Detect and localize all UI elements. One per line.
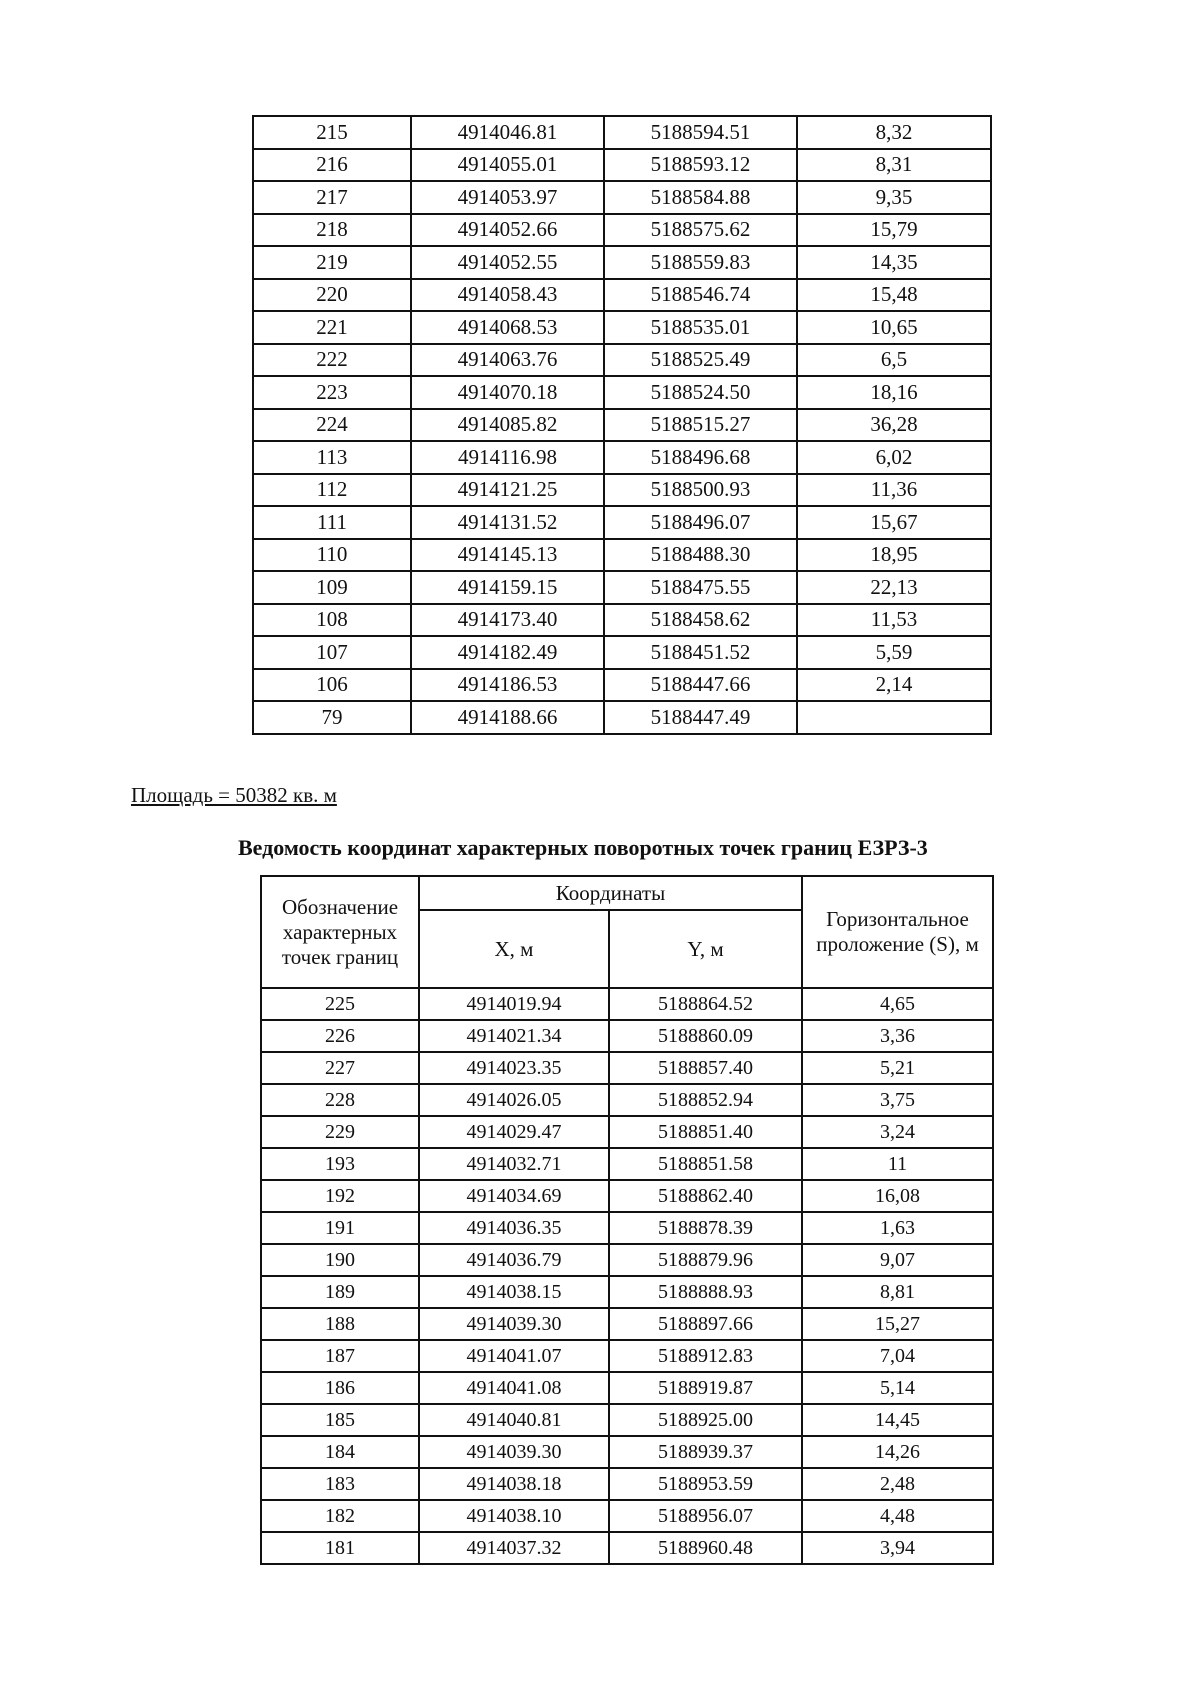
point-id-cell: 188 xyxy=(261,1308,419,1340)
x-coordinate-cell: 4914070.18 xyxy=(411,376,604,409)
y-coordinate-cell: 5188960.48 xyxy=(609,1532,802,1564)
x-coordinate-cell: 4914041.07 xyxy=(419,1340,609,1372)
distance-cell: 5,14 xyxy=(802,1372,993,1404)
point-id-cell: 193 xyxy=(261,1148,419,1180)
y-coordinate-cell: 5188458.62 xyxy=(604,604,797,637)
x-coordinate-cell: 4914173.40 xyxy=(411,604,604,637)
header-y: Y, м xyxy=(609,910,802,988)
point-id-cell: 189 xyxy=(261,1276,419,1308)
y-coordinate-cell: 5188939.37 xyxy=(609,1436,802,1468)
table-row xyxy=(261,1244,993,1276)
table-row xyxy=(261,1052,993,1084)
distance-cell: 16,08 xyxy=(802,1180,993,1212)
table-row xyxy=(253,474,991,507)
section-title: Ведомость координат характерных поворотных точек границ ЕЗРЗ-3 xyxy=(238,835,928,860)
table-row xyxy=(261,1308,993,1340)
distance-cell: 15,27 xyxy=(802,1308,993,1340)
distance-cell: 4,48 xyxy=(802,1500,993,1532)
distance-cell: 15,79 xyxy=(797,214,991,247)
table-row xyxy=(261,1404,993,1436)
point-id-cell: 113 xyxy=(253,441,411,474)
table-row xyxy=(253,571,991,604)
y-coordinate-cell: 5188496.68 xyxy=(604,441,797,474)
distance-cell: 8,32 xyxy=(797,116,991,149)
y-coordinate-cell: 5188584.88 xyxy=(604,181,797,214)
y-coordinate-cell: 5188447.66 xyxy=(604,669,797,702)
point-id-cell: 111 xyxy=(253,506,411,539)
distance-cell: 1,63 xyxy=(802,1212,993,1244)
point-id-cell: 222 xyxy=(253,344,411,377)
table-row xyxy=(253,344,991,377)
table-row xyxy=(253,701,991,734)
point-id-cell: 187 xyxy=(261,1340,419,1372)
table-row xyxy=(253,181,991,214)
x-coordinate-cell: 4914053.97 xyxy=(411,181,604,214)
x-coordinate-cell: 4914039.30 xyxy=(419,1308,609,1340)
distance-cell: 3,75 xyxy=(802,1084,993,1116)
table-row xyxy=(261,1084,993,1116)
table-row xyxy=(261,1532,993,1564)
point-id-cell: 107 xyxy=(253,636,411,669)
table-row xyxy=(261,1212,993,1244)
y-coordinate-cell: 5188925.00 xyxy=(609,1404,802,1436)
point-id-cell: 192 xyxy=(261,1180,419,1212)
distance-cell: 3,24 xyxy=(802,1116,993,1148)
coordinates-table-ezrz3-body xyxy=(261,988,993,1564)
y-coordinate-cell: 5188851.58 xyxy=(609,1148,802,1180)
distance-cell: 11,53 xyxy=(797,604,991,637)
distance-cell: 4,65 xyxy=(802,988,993,1020)
distance-cell: 5,21 xyxy=(802,1052,993,1084)
table-row xyxy=(253,441,991,474)
distance-cell: 11 xyxy=(802,1148,993,1180)
distance-cell: 9,35 xyxy=(797,181,991,214)
y-coordinate-cell: 5188912.83 xyxy=(609,1340,802,1372)
y-coordinate-cell: 5188559.83 xyxy=(604,246,797,279)
point-id-cell: 183 xyxy=(261,1468,419,1500)
x-coordinate-cell: 4914085.82 xyxy=(411,409,604,442)
table-row xyxy=(253,506,991,539)
point-id-cell: 110 xyxy=(253,539,411,572)
y-coordinate-cell: 5188956.07 xyxy=(609,1500,802,1532)
x-coordinate-cell: 4914021.34 xyxy=(419,1020,609,1052)
point-id-cell: 227 xyxy=(261,1052,419,1084)
x-coordinate-cell: 4914037.32 xyxy=(419,1532,609,1564)
table-row xyxy=(261,1468,993,1500)
distance-cell: 15,67 xyxy=(797,506,991,539)
x-coordinate-cell: 4914068.53 xyxy=(411,311,604,344)
table-row xyxy=(261,1340,993,1372)
point-id-cell: 220 xyxy=(253,279,411,312)
coordinates-table-continued-body xyxy=(253,116,991,734)
x-coordinate-cell: 4914041.08 xyxy=(419,1372,609,1404)
header-distance: Горизонтальное проложение (S), м xyxy=(802,876,993,988)
table-row xyxy=(253,279,991,312)
table-row xyxy=(253,311,991,344)
table-row xyxy=(261,1116,993,1148)
distance-cell: 36,28 xyxy=(797,409,991,442)
y-coordinate-cell: 5188535.01 xyxy=(604,311,797,344)
y-coordinate-cell: 5188862.40 xyxy=(609,1180,802,1212)
point-id-cell: 217 xyxy=(253,181,411,214)
x-coordinate-cell: 4914182.49 xyxy=(411,636,604,669)
table-row xyxy=(253,149,991,182)
y-coordinate-cell: 5188524.50 xyxy=(604,376,797,409)
point-id-cell: 184 xyxy=(261,1436,419,1468)
y-coordinate-cell: 5188851.40 xyxy=(609,1116,802,1148)
distance-cell: 22,13 xyxy=(797,571,991,604)
point-id-cell: 219 xyxy=(253,246,411,279)
y-coordinate-cell: 5188919.87 xyxy=(609,1372,802,1404)
y-coordinate-cell: 5188879.96 xyxy=(609,1244,802,1276)
x-coordinate-cell: 4914038.10 xyxy=(419,1500,609,1532)
table-row xyxy=(253,246,991,279)
distance-cell: 3,36 xyxy=(802,1020,993,1052)
y-coordinate-cell: 5188515.27 xyxy=(604,409,797,442)
y-coordinate-cell: 5188447.49 xyxy=(604,701,797,734)
distance-cell: 11,36 xyxy=(797,474,991,507)
distance-cell: 18,16 xyxy=(797,376,991,409)
header-coordinates: Координаты xyxy=(419,876,802,910)
y-coordinate-cell: 5188525.49 xyxy=(604,344,797,377)
point-id-cell: 181 xyxy=(261,1532,419,1564)
x-coordinate-cell: 4914046.81 xyxy=(411,116,604,149)
table-row xyxy=(261,1276,993,1308)
x-coordinate-cell: 4914052.55 xyxy=(411,246,604,279)
y-coordinate-cell: 5188860.09 xyxy=(609,1020,802,1052)
y-coordinate-cell: 5188888.93 xyxy=(609,1276,802,1308)
header-designation: Обозначение характерных точек границ xyxy=(261,876,419,988)
x-coordinate-cell: 4914188.66 xyxy=(411,701,604,734)
distance-cell: 6,02 xyxy=(797,441,991,474)
distance-cell: 3,94 xyxy=(802,1532,993,1564)
point-id-cell: 221 xyxy=(253,311,411,344)
point-id-cell: 228 xyxy=(261,1084,419,1116)
x-coordinate-cell: 4914026.05 xyxy=(419,1084,609,1116)
coordinates-table-continued xyxy=(252,115,992,735)
y-coordinate-cell: 5188475.55 xyxy=(604,571,797,604)
point-id-cell: 190 xyxy=(261,1244,419,1276)
coordinates-table-ezrz3 xyxy=(260,875,994,1565)
table-row xyxy=(261,988,993,1020)
x-coordinate-cell: 4914032.71 xyxy=(419,1148,609,1180)
point-id-cell: 185 xyxy=(261,1404,419,1436)
distance-cell: 14,26 xyxy=(802,1436,993,1468)
table-row xyxy=(253,669,991,702)
point-id-cell: 224 xyxy=(253,409,411,442)
table-row xyxy=(253,409,991,442)
distance-cell: 14,35 xyxy=(797,246,991,279)
distance-cell: 8,31 xyxy=(797,149,991,182)
x-coordinate-cell: 4914063.76 xyxy=(411,344,604,377)
table-row xyxy=(253,539,991,572)
table-header xyxy=(261,876,993,988)
x-coordinate-cell: 4914019.94 xyxy=(419,988,609,1020)
distance-cell: 7,04 xyxy=(802,1340,993,1372)
table-row xyxy=(261,1020,993,1052)
table-row xyxy=(253,604,991,637)
y-coordinate-cell: 5188878.39 xyxy=(609,1212,802,1244)
point-id-cell: 218 xyxy=(253,214,411,247)
x-coordinate-cell: 4914055.01 xyxy=(411,149,604,182)
y-coordinate-cell: 5188953.59 xyxy=(609,1468,802,1500)
point-id-cell: 229 xyxy=(261,1116,419,1148)
table-row xyxy=(253,376,991,409)
x-coordinate-cell: 4914023.35 xyxy=(419,1052,609,1084)
distance-cell: 9,07 xyxy=(802,1244,993,1276)
distance-cell: 8,81 xyxy=(802,1276,993,1308)
x-coordinate-cell: 4914029.47 xyxy=(419,1116,609,1148)
x-coordinate-cell: 4914039.30 xyxy=(419,1436,609,1468)
distance-cell: 15,48 xyxy=(797,279,991,312)
x-coordinate-cell: 4914040.81 xyxy=(419,1404,609,1436)
y-coordinate-cell: 5188594.51 xyxy=(604,116,797,149)
y-coordinate-cell: 5188852.94 xyxy=(609,1084,802,1116)
x-coordinate-cell: 4914052.66 xyxy=(411,214,604,247)
point-id-cell: 79 xyxy=(253,701,411,734)
point-id-cell: 186 xyxy=(261,1372,419,1404)
x-coordinate-cell: 4914121.25 xyxy=(411,474,604,507)
point-id-cell: 223 xyxy=(253,376,411,409)
x-coordinate-cell: 4914038.15 xyxy=(419,1276,609,1308)
distance-cell: 10,65 xyxy=(797,311,991,344)
table-row xyxy=(261,1436,993,1468)
distance-cell: 2,48 xyxy=(802,1468,993,1500)
point-id-cell: 225 xyxy=(261,988,419,1020)
point-id-cell: 109 xyxy=(253,571,411,604)
y-coordinate-cell: 5188857.40 xyxy=(609,1052,802,1084)
distance-cell: 18,95 xyxy=(797,539,991,572)
point-id-cell: 215 xyxy=(253,116,411,149)
x-coordinate-cell: 4914186.53 xyxy=(411,669,604,702)
point-id-cell: 226 xyxy=(261,1020,419,1052)
point-id-cell: 182 xyxy=(261,1500,419,1532)
table-row xyxy=(253,116,991,149)
point-id-cell: 106 xyxy=(253,669,411,702)
distance-cell xyxy=(797,701,991,734)
distance-cell: 14,45 xyxy=(802,1404,993,1436)
x-coordinate-cell: 4914036.35 xyxy=(419,1212,609,1244)
y-coordinate-cell: 5188593.12 xyxy=(604,149,797,182)
y-coordinate-cell: 5188546.74 xyxy=(604,279,797,312)
distance-cell: 2,14 xyxy=(797,669,991,702)
table-row xyxy=(253,214,991,247)
point-id-cell: 108 xyxy=(253,604,411,637)
distance-cell: 6,5 xyxy=(797,344,991,377)
x-coordinate-cell: 4914036.79 xyxy=(419,1244,609,1276)
x-coordinate-cell: 4914116.98 xyxy=(411,441,604,474)
point-id-cell: 216 xyxy=(253,149,411,182)
header-x: X, м xyxy=(419,910,609,988)
x-coordinate-cell: 4914038.18 xyxy=(419,1468,609,1500)
x-coordinate-cell: 4914131.52 xyxy=(411,506,604,539)
x-coordinate-cell: 4914034.69 xyxy=(419,1180,609,1212)
y-coordinate-cell: 5188897.66 xyxy=(609,1308,802,1340)
area-text: Площадь = 50382 кв. м xyxy=(131,783,337,807)
y-coordinate-cell: 5188488.30 xyxy=(604,539,797,572)
y-coordinate-cell: 5188864.52 xyxy=(609,988,802,1020)
y-coordinate-cell: 5188500.93 xyxy=(604,474,797,507)
point-id-cell: 191 xyxy=(261,1212,419,1244)
table-row xyxy=(261,1372,993,1404)
table-row xyxy=(261,1148,993,1180)
table-row xyxy=(261,1180,993,1212)
x-coordinate-cell: 4914145.13 xyxy=(411,539,604,572)
x-coordinate-cell: 4914058.43 xyxy=(411,279,604,312)
y-coordinate-cell: 5188451.52 xyxy=(604,636,797,669)
y-coordinate-cell: 5188575.62 xyxy=(604,214,797,247)
table-row xyxy=(261,1500,993,1532)
point-id-cell: 112 xyxy=(253,474,411,507)
x-coordinate-cell: 4914159.15 xyxy=(411,571,604,604)
distance-cell: 5,59 xyxy=(797,636,991,669)
table-row xyxy=(253,636,991,669)
y-coordinate-cell: 5188496.07 xyxy=(604,506,797,539)
